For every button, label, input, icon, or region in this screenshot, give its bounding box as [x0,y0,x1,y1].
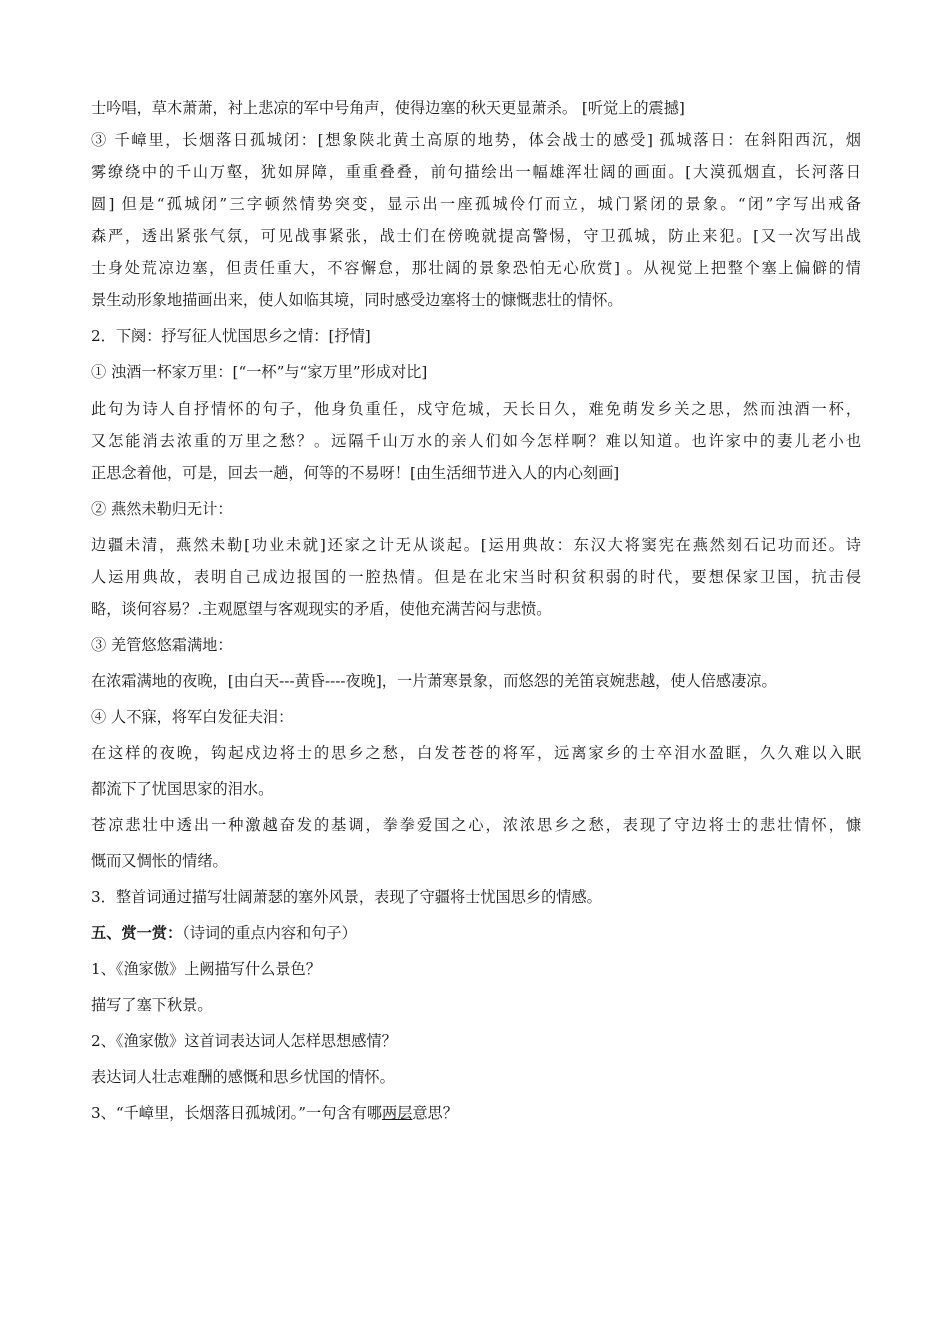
text-line-l10: 此句为诗人自抒情怀的句子，他身负重任，戍守危城，天长日久，难免萌发乡关之思，然而浊酒一杯， [91,400,861,418]
text-line-l14: 边疆未清，燕然未勒[功业未就]还家之计无从谈起。[运用典故：东汉大将窦宪在燕然刻石记功而还。诗 [91,536,861,554]
text-line-l22: 苍凉悲壮中透出一种激越奋发的基调，拳拳爱国之心，浓浓思乡之愁，表现了守边将士的悲壮情怀，慷 [91,816,861,834]
text-line-l7: 景生动形象地描画出来，使人如临其境，同时感受边塞将士的慷慨悲壮的情怀。 [91,291,623,309]
section-heading [91,917,861,949]
section-title: 五、赏一赏： [91,924,183,942]
text-line-l4: 圆] 但是“孤城闭”三字顿然情势突变，显示出一座孤城伶仃而立，城门紧闭的景象。“闭”字写出戒备 [91,195,861,213]
text-line-l16: 略，谈何容易？.主观愿望与客观现实的矛盾，使他充满苦闷与悲愤。 [91,600,552,618]
text-line-l15: 人运用典故，表明自己成边报国的一腔热情。但是在北宋当时积贫积弱的时代，要想保家卫国，抗击侵 [91,568,861,586]
question-3 [91,1097,861,1129]
question-3-text-after: 意思？ [412,1104,458,1122]
text-line-l12: 正思念着他，可是，回去一趟，何等的不易呀！[由生活细节进入人的内心刻画] [91,464,620,482]
section-subtitle: （诗词的重点内容和句子） [182,924,357,942]
text-line-l20: 在这样的夜晚，钩起戍边将士的思乡之愁，白发苍苍的将军，远离家乡的士卒泪水盈眶，久久难以入眠 [91,744,861,762]
text-line-l2: ③ 千嶂里，长烟落日孤城闭：[想象陕北黄土高原的地势，体会战士的感受] 孤城落日：在斜阳西沉，烟 [91,131,861,149]
answer-line: 表达词人壮志难酬的感慨和思乡忧国的情怀。 [91,1068,395,1086]
text-line-l9: ① 浊酒一杯家万里：[“一杯”与“家万里”形成对比] [91,363,428,381]
text-line-l19: ④ 人不寐，将军白发征夫泪： [91,708,294,726]
question-line: 1、《渔家傲》上阙描写什么景色？ [91,960,321,978]
text-line-l11: 又怎能消去浓重的万里之愁？。远隔千山万水的亲人们如今怎样啊？难以知道。也许家中的妻儿老小也 [91,432,861,450]
text-line-l21: 都流下了忧国思家的泪水。 [91,780,274,798]
question-line: 2、《渔家傲》这首词表达词人怎样思想感情？ [91,1032,397,1050]
question-list [91,953,861,1093]
question-3-text-before: 3、“千嶂里，长烟落日孤城闭。”一句含有哪 [91,1104,382,1122]
text-line-l3: 雾缭绕中的千山万壑，犹如屏障，重重叠叠，前句描绘出一幅雄浑壮阔的画面。[大漠孤烟直，长河落日 [91,163,861,181]
text-line-l8: 2．下阕：抒写征人忧国思乡之情：[抒情] [91,327,371,345]
document-page [91,92,861,1129]
text-line-l5: 森严，透出紧张气氛，可见战事紧张，战士们在傍晚就提高警惕，守卫孤城，防止来犯。[又一次写出战 [91,227,861,245]
text-line-l6: 士身处荒凉边塞，但责任重大，不容懈怠，那壮阔的景象恐怕无心欣赏] 。从视觉上把整个塞上偏僻的情 [91,259,861,277]
text-line-l17: ③ 羌管悠悠霜满地： [91,636,233,654]
text-line-l18: 在浓霜满地的夜晚，[由白天---黄昏----夜晚]，一片萧寒景象，而悠怨的羌笛哀婉悲越，使人倍感凄凉。 [91,672,777,690]
document-body [91,92,861,913]
text-line-l24: 3．整首词通过描写壮阔萧瑟的塞外风景，表现了守疆将士忧国思乡的情感。 [91,888,602,906]
text-line-l13: ② 燕然未勒归无计： [91,500,233,518]
text-line-l23: 慨而又惆怅的情绪。 [91,852,228,870]
answer-line: 描写了塞下秋景。 [91,996,213,1014]
text-line-l1: 士吟唱，草木萧萧，衬上悲凉的军中号角声，使得边塞的秋天更显萧杀。 [听觉上的震撼] [91,99,685,117]
question-3-underlined: 两层 [381,1104,413,1122]
